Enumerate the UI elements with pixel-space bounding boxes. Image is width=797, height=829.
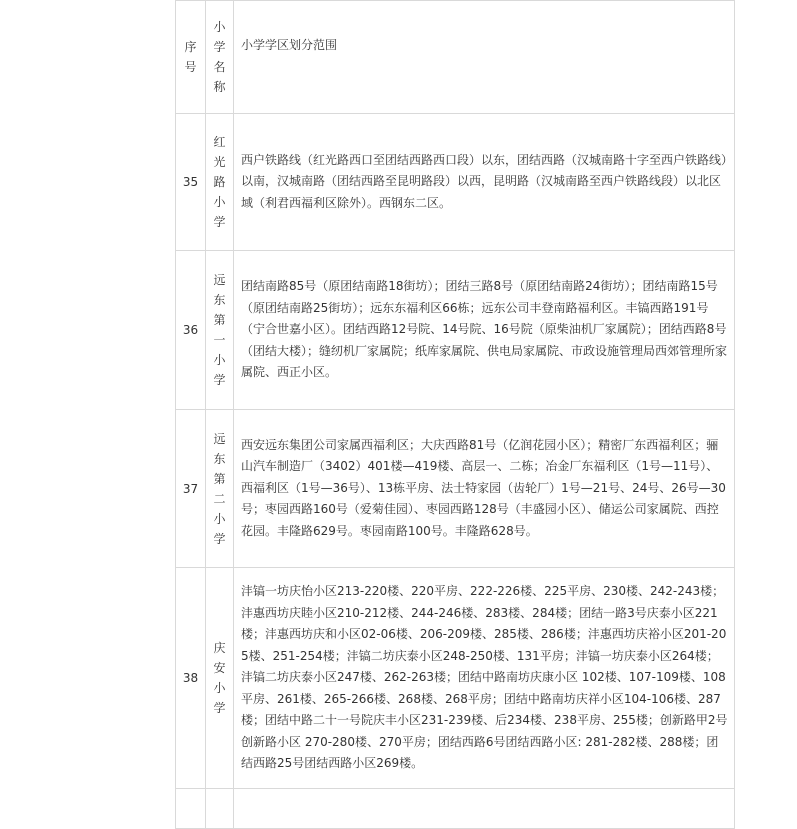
table-header-row (176, 1, 735, 114)
row-range-cell (234, 251, 735, 410)
row-school-name: 远东第一小学 (213, 273, 226, 387)
row-name-cell (206, 410, 234, 568)
row-range: 团结南路85号（原团结南路18街坊）；团结三路8号（原团结南路24街坊）；团结南路15号（原团结南路25街坊）；远东东福利区66栋；远东公司丰登南路福利区。丰镐西路191号（宁合世嘉小区）。团结西路12号院、14号院、16号院（原柴油机厂家属院）；团结西路8号（团结大楼）；缝纫机厂家属院；纸库家属院、供电局家属院、市政设施管理局西郊管理所家属院、西正小区。 (241, 279, 728, 380)
row-index-cell (176, 114, 206, 251)
row-name-cell (206, 114, 234, 251)
header-school-name: 小学名称 (213, 20, 226, 94)
row-name-cell (206, 789, 234, 829)
row-index-cell (176, 251, 206, 410)
row-index-cell (176, 568, 206, 789)
row-range-cell (234, 789, 735, 829)
row-range-cell (234, 410, 735, 568)
header-index: 序号 (184, 40, 197, 74)
row-range: 西户铁路线（红光路西口至团结西路西口段）以东，团结西路（汉城南路十字至西户铁路线）以南，汉城南路（团结西路至昆明路段）以西，昆明路（汉城南路至西户铁路线段）以北区域（利君西福利区除外）。西钢东二区。 (241, 152, 728, 210)
table-row (176, 410, 735, 568)
row-index: 37 (182, 481, 199, 496)
table-row-partial (176, 789, 735, 829)
table-row (176, 251, 735, 410)
table-row (176, 568, 735, 789)
row-index-cell (176, 410, 206, 568)
row-range: 西安远东集团公司家属西福利区；大庆西路81号（亿润花园小区）；精密厂东西福利区；骊山汽车制造厂（3402）401楼—419楼、高层一、二栋；冶金厂东福利区（1号—11号）、西福利区（1号—36号）、13栋平房、法士特家园（齿轮厂）1号—21号、24号、26号—30号；枣园西路160号（爱菊佳园）、枣园西路128号（丰盛园小区）、储运公司家属院、西控花园。丰隆路629号。枣园南路100号。丰隆路628号。 (241, 437, 726, 538)
row-index: 36 (182, 323, 199, 337)
row-school-name: 远东第二小学 (213, 431, 226, 546)
row-index: 38 (182, 671, 199, 685)
row-range: 沣镐一坊庆怡小区213-220楼、220平房、222-226楼、225平房、230楼、242-243楼；沣惠西坊庆睦小区210-212楼、244-246楼、283楼、284楼；团结一路3号庆泰小区221楼；沣惠西坊庆和小区02-06楼、206-209楼、285楼、286楼；沣惠西坊庆裕小区201-205楼、251-254楼；沣镐二坊庆泰小区248-250楼、131平房；沣镐一坊庆泰小区264楼；沣镐二坊庆泰小区247楼、262-263楼；团结中路南坊庆康小区 102楼、107-109楼、108平房、261楼、265-266楼、268楼、268平房；团结中路南坊庆祥小区104-106楼、287楼；团结中路二十一号院庆丰小区231-239楼、后234楼、238平房、255楼；创新路甲2号创新路小区 270-280楼、270平房；团结西路6号团结西路小区: 281-282楼、288楼；团结西路25号团结西路小区269楼。 (241, 584, 728, 771)
header-index-cell (176, 1, 206, 114)
header-range: 小学学区划分范围 (241, 38, 338, 52)
table-row (176, 114, 735, 251)
row-name-cell (206, 251, 234, 410)
header-name-cell (206, 1, 234, 114)
row-school-name: 红光路小学 (213, 135, 226, 229)
row-school-name: 庆安小学 (213, 641, 226, 715)
school-district-table (175, 0, 735, 829)
row-range-cell (234, 114, 735, 251)
row-range-cell (234, 568, 735, 789)
row-name-cell (206, 568, 234, 789)
header-range-cell (234, 1, 735, 114)
row-index: 35 (182, 175, 199, 189)
row-index-cell (176, 789, 206, 829)
